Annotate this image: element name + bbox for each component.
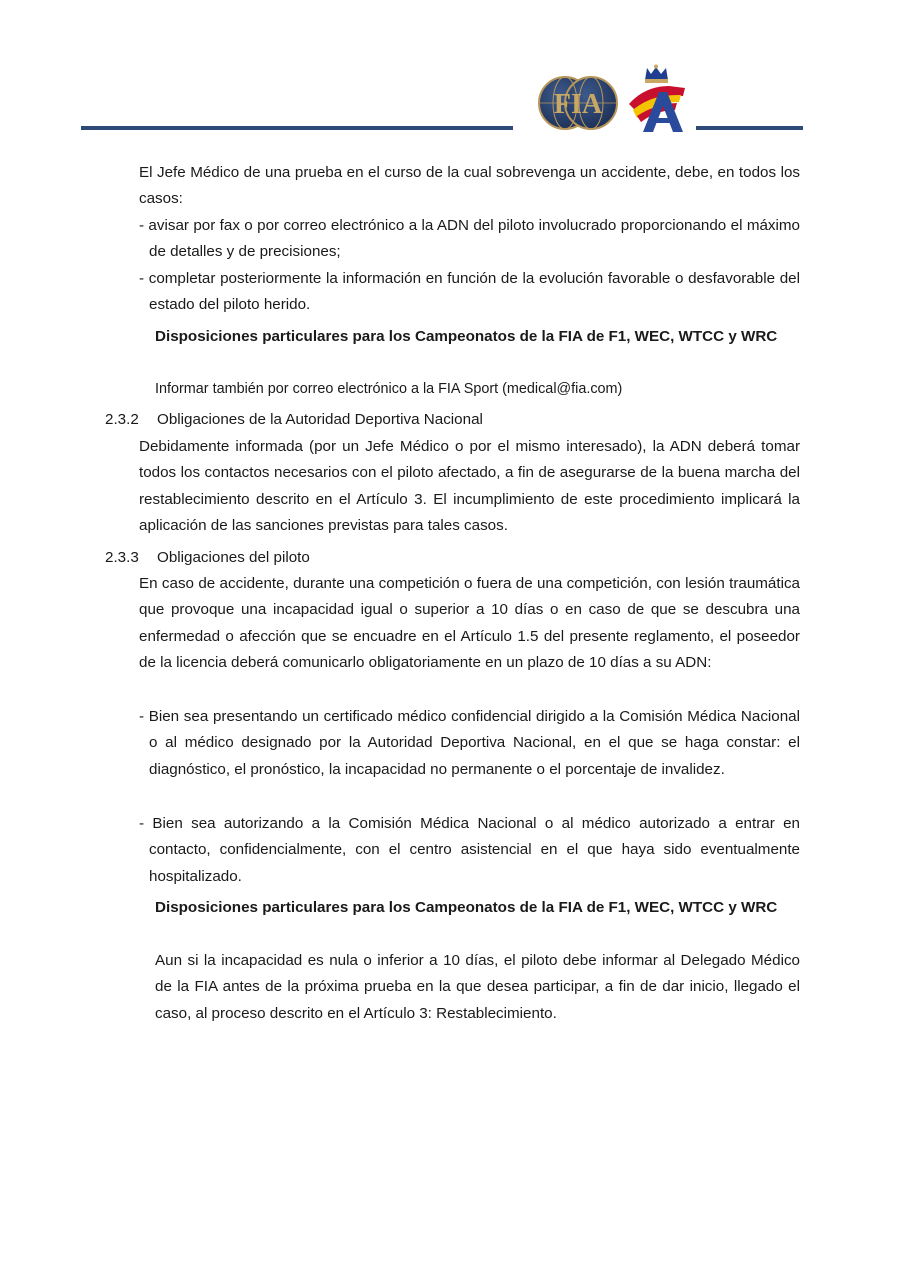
section-2-3-3-special-title: Disposiciones particulares para los Campeonatos de la FIA de F1, WEC, WTCC y WRC (155, 899, 778, 916)
header-rule-left (81, 126, 513, 130)
intro-paragraph: El Jefe Médico de una prueba en el curso de la cual sobrevenga un accidente, debe, en todos los casos: (139, 164, 800, 208)
page-header (0, 0, 905, 140)
section-2-3-3-special-text: Aun si la incapacidad es nula o inferior a 10 días, el piloto debe informar al Delegado Médico de la FIA antes de la próxima prueba en la que desea participar, a fin de dar inicio, llegado el caso, al proceso descrito en el Artículo 3: Restablecimiento. (155, 952, 800, 1022)
intro-special-title: Disposiciones particulares para los Campeonatos de la FIA de F1, WEC, WTCC y WRC (155, 328, 778, 345)
intro-bullet-2: - completar posteriormente la información en función de la evolución favorable o desfavorable del estado del piloto herido. (139, 270, 800, 314)
section-2-3-3-heading (105, 545, 705, 571)
section-title: Obligaciones del piloto (157, 549, 310, 566)
intro-special-text: Informar también por correo electrónico a la FIA Sport (medical@fia.com) (155, 381, 623, 397)
fia-logo-text: FIA (553, 89, 603, 120)
header-rule-right (696, 126, 803, 130)
section-title: Obligaciones de la Autoridad Deportiva Nacional (157, 411, 483, 428)
section-number: 2.3.3 (105, 549, 139, 566)
section-2-3-2-heading (105, 407, 705, 433)
section-2-3-3-bullet-2: - Bien sea autorizando a la Comisión Médica Nacional o al médico autorizado a entrar en contacto, confidencialmente, con el centro asistencial en el que haya sido eventualmente hospitalizado. (139, 815, 800, 885)
fia-logo (538, 74, 618, 132)
intro-bullet-1: - avisar por fax o por correo electrónico a la ADN del piloto involucrado proporcionando el máximo de detalles y de precisiones; (139, 217, 800, 261)
section-2-3-2-paragraph: Debidamente informada (por un Jefe Médico o por el mismo interesado), la ADN deberá tomar todos los contactos necesarios con el piloto afectado, a fin de asegurarse de la buena marcha del restablecimiento descrito en el Artículo 3. El incumplimiento de este procedimiento implicará la aplicación de las sanciones previstas para tales casos. (139, 438, 800, 535)
section-number: 2.3.2 (105, 411, 139, 428)
section-2-3-3-paragraph: En caso de accidente, durante una competición o fuera de una competición, con lesión traumática que provoque una incapacidad igual o superior a 10 días o en caso de que se descubra una enfermedad o afección que se encuadre en el Artículo 1.5 del presente reglamento, el poseedor de la licencia deberá comunicarlo obligatoriamente en un plazo de 10 días a su ADN: (139, 575, 800, 672)
section-2-3-3-bullet-1: - Bien sea presentando un certificado médico confidencial dirigido a la Comisión Médica Nacional o al médico designado por la Autoridad Deportiva Nacional, en el que se haga constar: el diagnóstico, el pronóstico, la incapacidad no permanente o el porcentaje de invalidez. (139, 708, 800, 778)
rfeda-logo (625, 64, 691, 134)
